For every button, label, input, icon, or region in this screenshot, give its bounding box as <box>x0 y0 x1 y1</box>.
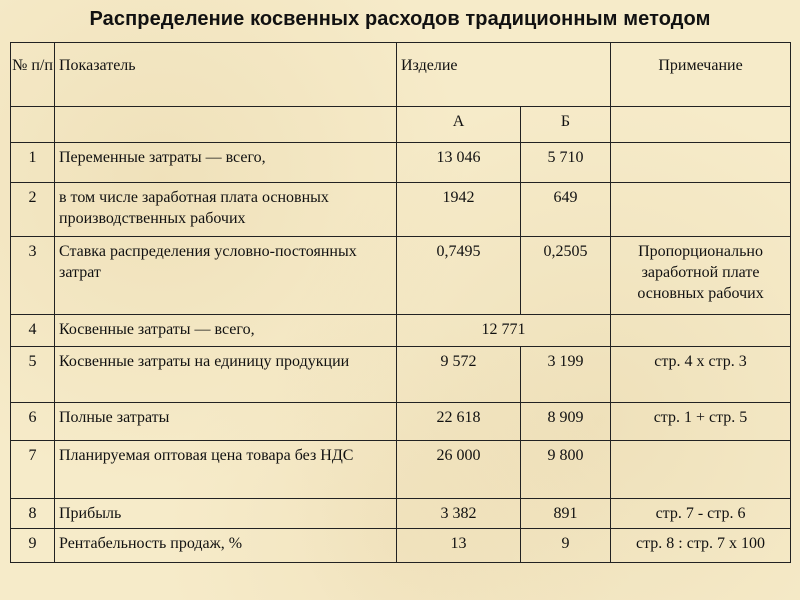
row-num: 5 <box>11 347 55 403</box>
row-note: стр. 1 + стр. 5 <box>611 403 791 441</box>
row-note: стр. 8 : стр. 7 х 100 <box>611 529 791 563</box>
table-row <box>11 529 791 563</box>
subheader-row <box>11 107 791 143</box>
row-value-a: 22 618 <box>397 403 521 441</box>
row-value-b: 891 <box>521 499 611 529</box>
row-value-b: 9 800 <box>521 441 611 499</box>
header-product-a: А <box>397 107 521 143</box>
row-value-b: 8 909 <box>521 403 611 441</box>
row-note <box>611 183 791 237</box>
row-num: 8 <box>11 499 55 529</box>
table-row <box>11 347 791 403</box>
header-product-b: Б <box>521 107 611 143</box>
row-num: 2 <box>11 183 55 237</box>
cost-allocation-table <box>10 42 791 563</box>
row-num: 3 <box>11 237 55 315</box>
row-num: 7 <box>11 441 55 499</box>
row-value-a: 13 046 <box>397 143 521 183</box>
row-value-a: 0,7495 <box>397 237 521 315</box>
table-row <box>11 315 791 347</box>
row-indicator: Рентабельность продаж, % <box>55 529 397 563</box>
row-value-total: 12 771 <box>397 315 611 347</box>
row-note <box>611 143 791 183</box>
row-value-b: 3 199 <box>521 347 611 403</box>
row-value-a: 3 382 <box>397 499 521 529</box>
row-indicator: Планируемая оптовая цена товара без НДС <box>55 441 397 499</box>
header-indicator: Показатель <box>55 43 397 107</box>
table-row <box>11 499 791 529</box>
row-indicator: Переменные затраты — всего, <box>55 143 397 183</box>
row-value-a: 26 000 <box>397 441 521 499</box>
row-indicator: в том числе заработная плата основных производственных рабочих <box>55 183 397 237</box>
page-title: Распределение косвенных расходов традиционным методом <box>89 8 711 30</box>
row-value-a: 13 <box>397 529 521 563</box>
table-row <box>11 143 791 183</box>
row-indicator: Полные затраты <box>55 403 397 441</box>
table-row <box>11 237 791 315</box>
row-num: 6 <box>11 403 55 441</box>
row-indicator: Прибыль <box>55 499 397 529</box>
row-num: 1 <box>11 143 55 183</box>
row-value-b: 0,2505 <box>521 237 611 315</box>
header-product: Изделие <box>397 43 611 107</box>
row-note: Пропорционально заработной плате основных рабочих <box>611 237 791 315</box>
table-row <box>11 403 791 441</box>
subheader-empty-indicator <box>55 107 397 143</box>
subheader-empty-num <box>11 107 55 143</box>
subheader-empty-note <box>611 107 791 143</box>
row-note <box>611 441 791 499</box>
row-note: стр. 4 х стр. 3 <box>611 347 791 403</box>
row-value-a: 9 572 <box>397 347 521 403</box>
header-note: Примечание <box>611 43 791 107</box>
table-row <box>11 441 791 499</box>
row-num: 4 <box>11 315 55 347</box>
row-value-b: 649 <box>521 183 611 237</box>
row-note: стр. 7 - стр. 6 <box>611 499 791 529</box>
row-num: 9 <box>11 529 55 563</box>
row-indicator: Ставка распределения условно-постоянных затрат <box>55 237 397 315</box>
table-row <box>11 183 791 237</box>
row-value-b: 5 710 <box>521 143 611 183</box>
row-note <box>611 315 791 347</box>
row-value-a: 1942 <box>397 183 521 237</box>
row-indicator: Косвенные затраты — всего, <box>55 315 397 347</box>
header-row <box>11 43 791 107</box>
header-num: № п/п <box>11 43 55 107</box>
row-value-b: 9 <box>521 529 611 563</box>
row-indicator: Косвенные затраты на единицу продукции <box>55 347 397 403</box>
